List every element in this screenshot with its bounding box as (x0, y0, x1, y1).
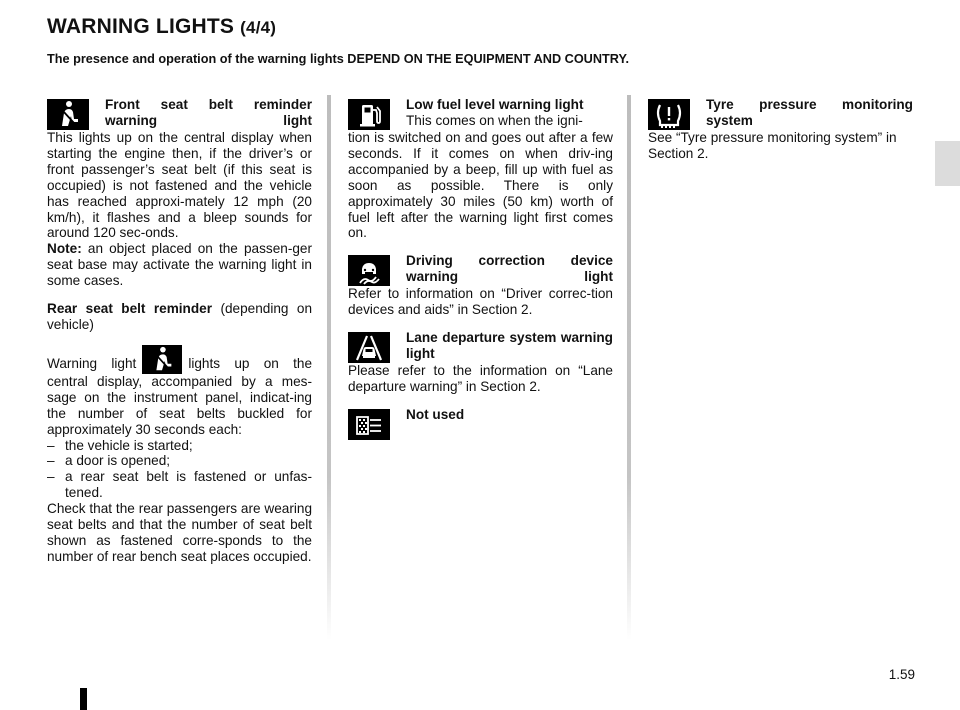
driving-correction-body: Refer to information on “Driver correc-tion devices and aids” in Section 2. (348, 286, 613, 318)
not-used-section (348, 407, 613, 440)
tyre-pressure-icon (648, 99, 690, 130)
rear-seatbelt-list (47, 438, 312, 502)
tyre-pressure-section (648, 97, 913, 162)
page-title (47, 15, 276, 39)
driving-correction-icon (348, 255, 390, 286)
lane-departure-section (348, 330, 613, 395)
rear-seatbelt-text (47, 345, 312, 438)
rear-seatbelt-heading (47, 301, 312, 333)
tyre-pressure-body: See “Tyre pressure monitoring system” in Section 2. (648, 130, 897, 161)
front-seatbelt-body: This lights up on the central display when starting the engine then, if the driver’s or front passenger’s seat belt (if this seat is occupied) is not fastened and the vehicle has reached approxi-mately 12 mph (20 km/h), it flashes and a bleep sounds for around 120 sec-onds. (47, 130, 312, 241)
seatbelt-icon (142, 345, 182, 374)
list-item: – a door is opened; (47, 453, 312, 469)
column-1 (47, 97, 312, 577)
page-edge-marker (80, 688, 87, 710)
note-text: an object placed on the passen-ger seat base may activate the warning light in some cases. (47, 241, 312, 289)
rear-seatbelt-section (47, 301, 312, 565)
driving-correction-title: Driving correction device warning light (406, 253, 613, 285)
low-fuel-lead: This comes on when the igni- (406, 112, 583, 128)
lane-departure-icon (348, 332, 390, 363)
front-seatbelt-heading (47, 97, 312, 130)
rear-text-after-icon: lights up on the central display, accompanied by a mes-sage on the instrument panel, indicat-ing the number of seat belts buckled for approximately 30 seconds each: (47, 355, 313, 437)
rear-seatbelt-closing: Check that the rear passengers are wearing seat belts and that the number of seat belt shown as fastened corre-sponds to the number of rear bench seat places occupied. (47, 501, 312, 564)
column-divider (327, 95, 331, 640)
list-item: – the vehicle is started; (47, 438, 312, 454)
lane-departure-title: Lane departure system warning light (406, 330, 613, 362)
lane-departure-body: Please refer to the information on “Lane departure warning” in Section 2. (348, 363, 613, 395)
title-suffix: (4/4) (240, 18, 277, 37)
low-fuel-body: tion is switched on and goes out after a few seconds. If it comes on when driv-ing accompanied by a beep, fill up with fuel as soon as possible. There is only approximately 30 miles (50 km) worth of fuel left after the warning light first comes on. (348, 130, 613, 241)
driving-correction-heading (348, 253, 613, 286)
front-seatbelt-section (47, 97, 312, 289)
page-number: 1.59 (888, 667, 915, 682)
title-text: WARNING LIGHTS (47, 15, 235, 38)
column-2 (348, 97, 613, 452)
fuel-pump-icon (348, 99, 390, 130)
tyre-pressure-heading (648, 97, 913, 130)
not-used-heading (348, 407, 613, 440)
tyre-pressure-title: Tyre pressure monitoring system (706, 97, 913, 128)
rear-seatbelt-title: Rear seat belt reminder (47, 301, 213, 317)
low-fuel-title: Low fuel level warning light (406, 97, 584, 112)
note-label: Note: (47, 241, 82, 257)
front-seatbelt-note (47, 241, 312, 289)
column-3 (648, 97, 913, 174)
rear-text-before-icon: Warning light (47, 355, 137, 371)
list-item: – a rear seat belt is fastened or unfas-tened. (47, 469, 312, 501)
section-tab (935, 141, 960, 186)
column-divider (627, 95, 631, 640)
page-subtitle: The presence and operation of the warning lights DEPEND ON THE EQUIPMENT AND COUNTRY. (47, 52, 630, 66)
front-seatbelt-title: Front seat belt reminder warning light (105, 97, 312, 128)
rear-seatbelt-title-suffix: (depending on vehicle) (47, 301, 313, 332)
seatbelt-icon (47, 99, 89, 130)
low-fuel-section (348, 97, 613, 241)
headlight-grid-icon (348, 409, 390, 440)
driving-correction-section (348, 253, 613, 318)
not-used-title: Not used (406, 406, 465, 422)
low-fuel-heading (348, 97, 613, 130)
lane-departure-heading (348, 330, 613, 363)
